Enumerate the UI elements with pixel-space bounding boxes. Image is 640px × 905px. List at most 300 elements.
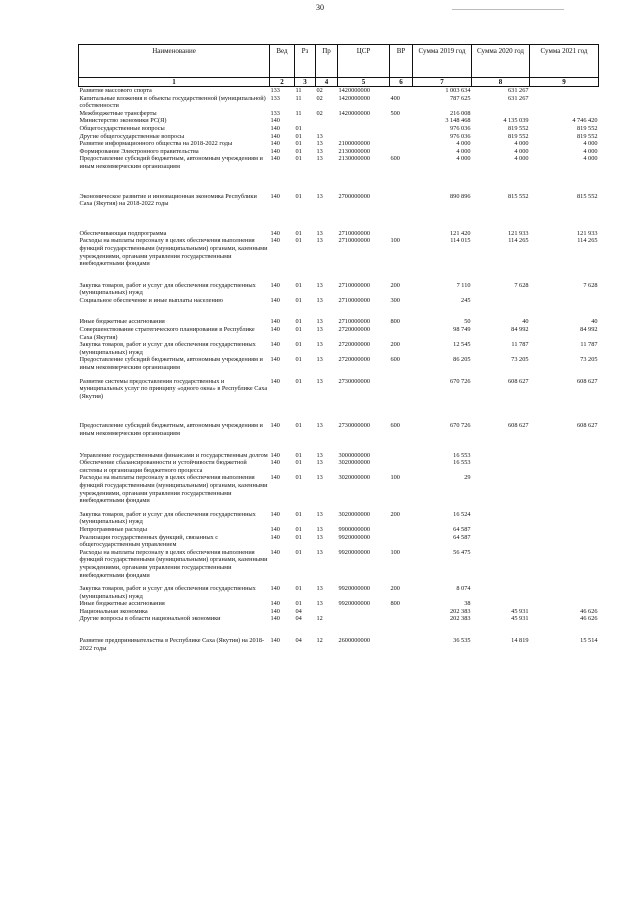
row-sum-2021 [530,549,599,579]
row-csr: 2710000000 [338,281,370,289]
row-pr: 13 [316,318,323,326]
row-name: Обеспечивающая подпрограмма [79,229,167,237]
row-vr: 200 [390,341,400,349]
column-number: 4 [316,78,338,87]
row-vr [390,117,413,125]
row-csr [338,608,390,616]
row-csr: 9920000000 [338,585,370,593]
row-rz: 01 [295,192,302,200]
row-pr: 13 [316,459,323,467]
row-vr: 400 [390,94,400,102]
row-vr: 200 [390,510,400,518]
row-spacer [79,623,599,637]
row-ved: 140 [270,124,280,132]
row-sum-2019: 16 553 [453,451,471,459]
row-sum-2019: 4 000 [456,140,471,148]
row-csr: 2710000000 [338,296,370,304]
table-row [79,637,599,652]
row-csr: 1420000000 [338,94,370,102]
row-pr: 13 [316,356,323,364]
row-rz: 01 [295,296,302,304]
row-rz: 01 [295,132,302,140]
table-row [79,511,599,526]
row-sum-2020: 4 000 [514,140,529,148]
row-vr: 800 [390,318,400,326]
row-sum-2019: 98 749 [453,326,471,334]
row-spacer [79,304,599,318]
row-sum-2019: 121 420 [450,229,471,237]
row-sum-2020: 819 552 [508,124,529,132]
spacer-cell [79,268,599,282]
row-vr [390,637,413,652]
row-pr: 13 [316,533,323,541]
table-row [79,282,599,297]
row-sum-2019: 56 475 [453,548,471,556]
row-name: Экономическое развитие и инновационная экономика Республики Саха (Якутия) на 2018-2022 годы [79,192,257,208]
row-sum-2019: 86 205 [453,356,471,364]
column-number: 5 [338,78,390,87]
row-ved: 140 [270,117,280,125]
row-ved: 140 [270,377,280,385]
row-sum-2019: 38 [464,600,471,608]
row-rz: 04 [295,607,302,615]
row-csr: 9920000000 [338,600,370,608]
row-sum-2021 [530,585,599,600]
row-name: Управление государственными финансами и государственным долгом [79,451,268,459]
row-vr [390,452,413,460]
row-sum-2019: 216 008 [450,109,471,117]
row-sum-2021: 819 552 [577,132,598,140]
row-sum-2021: 4 000 [583,140,598,148]
row-sum-2021: 46 626 [580,615,598,623]
row-ved: 140 [270,318,280,326]
row-sum-2021: 11 787 [580,341,598,349]
row-sum-2020: 608 627 [508,422,529,430]
spacer-cell [79,171,599,193]
row-ved: 140 [270,237,280,245]
row-sum-2019: 64 587 [453,525,471,533]
header-sum-2021: Сумма 2021 год [530,45,599,78]
row-vr: 300 [390,296,400,304]
row-csr: 2700000000 [338,192,370,200]
row-sum-2021: 46 626 [580,607,598,615]
row-csr: 2710000000 [338,318,370,326]
row-sum-2020: 631 267 [508,87,529,94]
row-sum-2020: 4 135 039 [503,117,529,125]
row-name: Закупка товаров, работ и услуг для обеспечения государственных (муниципальных) нужд [79,585,256,600]
row-sum-2021: 608 627 [577,422,598,430]
row-rz: 11 [295,87,302,94]
row-rz: 01 [295,451,302,459]
row-ved: 140 [270,459,280,467]
row-sum-2020: 11 787 [511,341,529,349]
row-ved: 133 [270,109,280,117]
row-sum-2021: 819 552 [577,124,598,132]
table-row [79,87,599,95]
column-number: 2 [270,78,295,87]
row-sum-2020: 14 819 [511,637,529,645]
row-rz: 01 [295,229,302,237]
row-sum-2021 [530,474,599,504]
row-ved: 140 [270,281,280,289]
row-pr: 13 [316,341,323,349]
row-sum-2019: 1 003 634 [445,87,471,94]
row-rz: 01 [295,147,302,155]
row-vr [390,378,413,401]
row-csr: 2720000000 [338,341,370,349]
row-rz: 01 [295,474,302,482]
spacer-cell [79,400,599,422]
row-spacer [79,268,599,282]
row-vr [390,326,413,341]
row-sum-2019: 670 726 [450,377,471,385]
row-name: Обеспечение сбалансированности и устойчивости бюджетной системы и организация бюджетного процесса [79,459,247,474]
row-name: Предоставление субсидий бюджетным, автономным учреждениям и иным некоммерческим организациям [79,356,263,372]
row-csr [338,117,390,125]
row-sum-2021: 7 628 [583,281,598,289]
table-row [79,474,599,504]
row-sum-2020 [472,600,530,608]
row-csr: 2720000000 [338,326,370,334]
row-pr: 12 [316,637,323,645]
row-csr: 2100000000 [338,140,370,148]
row-csr [338,133,390,141]
header-sum-2019: Сумма 2019 год [413,45,472,78]
row-sum-2021: 15 514 [580,637,598,645]
row-ved: 140 [270,140,280,148]
row-pr [316,117,338,125]
row-vr: 100 [390,548,400,556]
row-pr: 13 [316,600,323,608]
row-sum-2020: 84 992 [511,326,529,334]
row-sum-2019: 3 148 468 [445,117,471,125]
row-spacer [79,438,599,452]
row-rz: 01 [295,140,302,148]
row-sum-2019: 4 000 [456,155,471,163]
row-sum-2020 [472,452,530,460]
row-sum-2020 [472,459,530,474]
row-csr: 2730000000 [338,377,370,385]
row-pr: 13 [316,377,323,385]
table-header-row [79,45,599,78]
row-spacer [79,400,599,422]
row-sum-2020 [472,585,530,600]
row-pr: 13 [316,140,323,148]
row-pr: 13 [316,548,323,556]
row-vr: 100 [390,237,400,245]
row-vr [390,615,413,623]
table-row [79,600,599,608]
row-rz: 04 [295,637,302,645]
spacer-cell [79,623,599,637]
header-line [452,9,564,10]
row-vr: 200 [390,281,400,289]
row-rz: 01 [295,318,302,326]
row-pr: 13 [316,296,323,304]
header-csr: ЦСР [338,45,390,78]
column-number: 8 [472,78,530,87]
row-pr: 02 [316,109,323,117]
row-vr: 100 [390,474,400,482]
row-sum-2019: 202 383 [450,607,471,615]
row-sum-2019: 787 625 [450,94,471,102]
row-ved: 140 [270,533,280,541]
table-row [79,125,599,133]
row-sum-2021: 815 552 [577,192,598,200]
row-sum-2019: 7 110 [456,281,471,289]
row-csr: 1420000000 [338,87,370,94]
row-ved: 140 [270,585,280,593]
column-number: 6 [390,78,413,87]
row-ved: 133 [270,87,280,94]
table-row [79,422,599,437]
row-ved: 140 [270,147,280,155]
table-row [79,140,599,148]
row-sum-2019: 245 [461,296,471,304]
row-rz: 01 [295,124,302,132]
row-csr: 1420000000 [338,109,370,117]
row-rz: 01 [295,326,302,334]
row-csr: 2730000000 [338,422,370,430]
row-ved: 140 [270,615,280,623]
row-name: Министерство экономики РС(Я) [79,117,167,125]
table-row [79,378,599,401]
row-csr: 2720000000 [338,356,370,364]
column-number-row [79,78,599,87]
row-sum-2020: 815 552 [508,192,529,200]
header-name: Наименование [79,45,270,78]
row-sum-2021: 114 265 [577,237,598,245]
row-name: Другие вопросы в области национальной экономики [79,615,221,623]
row-rz: 01 [295,510,302,518]
table-row [79,341,599,356]
row-sum-2020 [472,526,530,534]
row-csr: 3020000000 [338,510,370,518]
row-csr: 3000000000 [338,451,370,459]
table-row [79,459,599,474]
row-sum-2019: 36 535 [453,637,471,645]
table-row [79,326,599,341]
row-sum-2019: 64 587 [453,533,471,541]
row-pr [316,608,338,616]
row-vr [390,87,413,95]
row-name: Закупка товаров, работ и услуг для обеспечения государственных (муниципальных) нужд [79,281,256,297]
row-ved: 140 [270,637,280,645]
row-csr [338,125,390,133]
row-pr: 12 [316,615,323,623]
row-vr [390,125,413,133]
row-pr: 13 [316,229,323,237]
row-vr [390,193,413,208]
row-pr: 13 [316,451,323,459]
row-pr: 13 [316,192,323,200]
row-pr: 13 [316,525,323,533]
row-sum-2021 [530,87,599,95]
table-row [79,148,599,156]
row-csr: 9900000000 [338,525,370,533]
row-sum-2021 [530,600,599,608]
page-number: 30 [316,3,324,12]
table-row [79,95,599,110]
row-name: Социальное обеспечение и иные выплаты населению [79,296,223,304]
row-sum-2019: 16 553 [453,459,471,467]
row-pr: 13 [316,281,323,289]
row-vr: 600 [390,422,400,430]
row-sum-2020 [472,110,530,118]
row-rz: 11 [295,94,302,102]
row-pr: 13 [316,422,323,430]
row-sum-2020: 7 628 [514,281,529,289]
row-rz: 01 [295,237,302,245]
header-vr: ВР [390,45,413,78]
row-pr: 13 [316,474,323,482]
row-pr: 13 [316,237,323,245]
row-sum-2019: 50 [464,318,471,326]
table-row [79,615,599,623]
row-sum-2021: 121 933 [577,229,598,237]
row-sum-2020: 819 552 [508,132,529,140]
column-number: 1 [79,78,270,87]
row-sum-2020: 40 [522,318,529,326]
row-ved: 140 [270,229,280,237]
row-vr: 600 [390,155,400,163]
row-name: Капитальные вложения в объекты государственной (муниципальной) собственности [79,94,266,110]
row-ved: 133 [270,94,280,102]
row-rz: 01 [295,356,302,364]
row-ved: 140 [270,607,280,615]
row-sum-2019: 12 545 [453,341,471,349]
row-rz: 01 [295,548,302,556]
row-ved: 140 [270,474,280,482]
row-csr: 9920000000 [338,533,370,541]
row-name: Национальная экономика [79,607,148,615]
row-ved: 140 [270,356,280,364]
row-sum-2020 [472,511,530,526]
row-rz: 01 [295,585,302,593]
row-sum-2020 [472,474,530,504]
row-sum-2020 [472,297,530,305]
row-sum-2020: 608 627 [508,377,529,385]
row-name: Непрограммные расходы [79,525,147,533]
table-row [79,356,599,371]
row-ved: 140 [270,155,280,163]
row-csr: 2710000000 [338,229,370,237]
row-sum-2021 [530,110,599,118]
row-sum-2019: 976 036 [450,132,471,140]
row-ved: 140 [270,326,280,334]
row-name: Иные бюджетные ассигнования [79,600,165,608]
header-sum-2020: Сумма 2020 год [472,45,530,78]
row-pr: 13 [316,510,323,518]
row-name: Совершенствование стратегического планирования в Республике Саха (Якутия) [79,326,255,341]
row-ved: 140 [270,296,280,304]
row-sum-2019: 4 000 [456,147,471,155]
row-vr [390,608,413,616]
row-vr [390,230,413,238]
row-name: Реализация государственных функций, связанных с общегосударственным управлением [79,533,219,549]
table-row [79,237,599,267]
row-ved: 140 [270,451,280,459]
row-rz: 01 [295,422,302,430]
table-row [79,117,599,125]
row-sum-2019: 890 896 [450,192,471,200]
row-rz: 01 [295,533,302,541]
row-vr: 600 [390,356,400,364]
row-name: Другие общегосударственные вопросы [79,132,185,140]
row-sum-2019: 16 524 [453,510,471,518]
row-name: Иные бюджетные ассигнования [79,318,165,326]
row-spacer [79,171,599,193]
header-ved: Вед [270,45,295,78]
row-rz: 04 [295,615,302,623]
row-csr: 9920000000 [338,548,370,556]
row-name: Расходы на выплаты персоналу в целях обеспечения выполнения функций государственными (муниципальными) органами, казенными учреждениями, органами управления государственными внебюджетными фондами [79,548,268,579]
row-sum-2021 [530,297,599,305]
spacer-cell [79,304,599,318]
row-pr [316,125,338,133]
row-vr [390,459,413,474]
row-vr [390,133,413,141]
row-sum-2021: 73 205 [580,356,598,364]
row-sum-2020 [472,534,530,549]
row-name: Развитие информационного общества на 2018-2022 годы [79,140,233,148]
table-row [79,608,599,616]
row-vr: 200 [390,585,400,593]
row-rz: 01 [295,525,302,533]
row-ved: 140 [270,510,280,518]
row-sum-2021 [530,511,599,526]
column-number: 7 [413,78,472,87]
row-name: Предоставление субсидий бюджетным, автономным учреждениям и иным некоммерческим организациям [79,155,263,170]
table-row [79,534,599,549]
row-csr [338,615,390,623]
row-pr: 13 [316,585,323,593]
row-ved: 140 [270,525,280,533]
row-sum-2020: 631 267 [508,94,529,102]
row-name: Формирование Электронного правительства [79,147,199,155]
row-rz: 11 [295,109,302,117]
row-rz: 01 [295,600,302,608]
row-name: Расходы на выплаты персоналу в целях обеспечения выполнения функций государственными (муниципальными) органами, казенными учреждениями, органами управления государственными внебюджетными фондами [79,474,268,505]
header-pr: Пр [316,45,338,78]
row-sum-2021 [530,95,599,110]
row-sum-2021 [530,459,599,474]
row-sum-2021: 4 000 [583,147,598,155]
budget-table [78,44,599,652]
row-rz: 01 [295,155,302,163]
spacer-cell [79,208,599,230]
row-rz: 01 [295,459,302,467]
row-pr: 13 [316,132,323,140]
row-sum-2020: 45 931 [511,607,529,615]
row-sum-2020: 73 205 [511,356,529,364]
row-sum-2020: 4 000 [514,155,529,163]
table-row [79,452,599,460]
row-ved: 140 [270,548,280,556]
row-sum-2019: 29 [464,474,471,482]
table-row [79,193,599,208]
table-row [79,318,599,326]
row-sum-2019: 202 383 [450,615,471,623]
row-sum-2019: 670 726 [450,422,471,430]
row-pr: 13 [316,147,323,155]
table-row [79,526,599,534]
row-sum-2020: 45 931 [511,615,529,623]
row-sum-2020: 121 933 [508,229,529,237]
row-sum-2021: 4 746 420 [572,117,598,125]
row-sum-2021: 40 [591,318,598,326]
row-ved: 140 [270,192,280,200]
